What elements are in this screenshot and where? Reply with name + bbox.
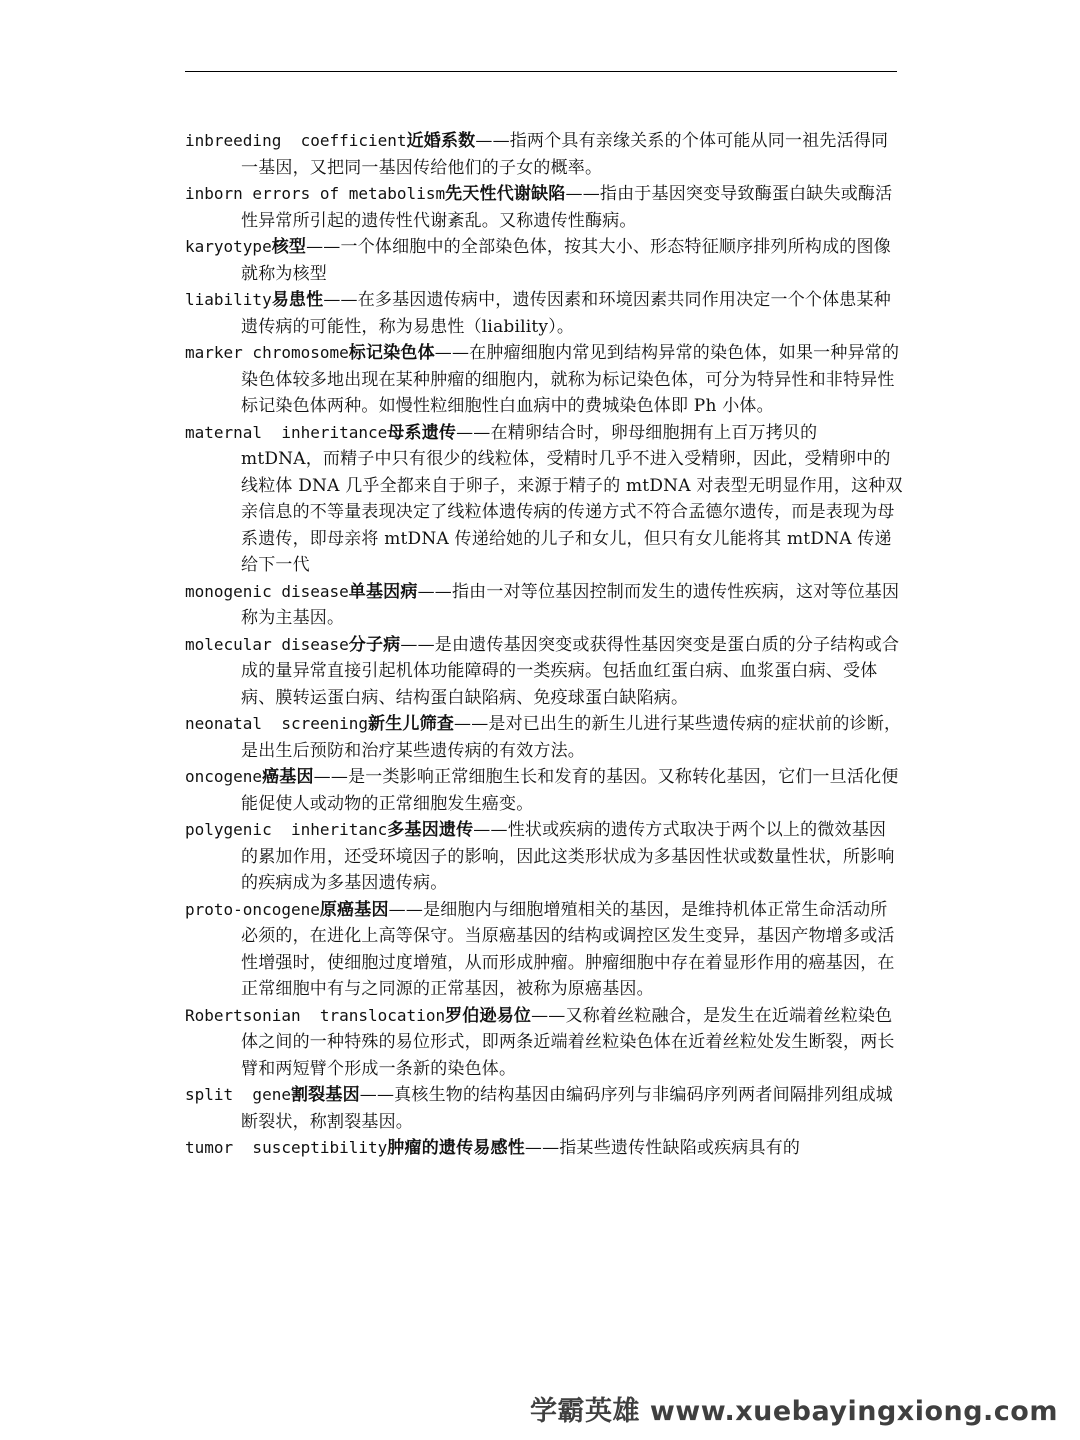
- term-definition: ——又称着丝粒融合，是发生在近端着丝粒染色体之间的一种特殊的易位形式，即两条近端着丝粒染色体在近着丝粒处发生断裂，两长臂和两短臂个形成一条新的染色体。: [241, 1005, 895, 1079]
- glossary-entry-split-gene: [185, 1082, 903, 1135]
- term-chinese: 新生儿筛查: [368, 714, 455, 734]
- site-watermark: 学霸英雄 www.xuebayingxiong.com: [529, 1396, 1058, 1427]
- term-definition: ——是由遗传基因突变或获得性基因突变是蛋白质的分子结构或合成的量异常直接引起机体功能障碍的一类疾病。包括血红蛋白病、血浆蛋白病、受体病、膜转运蛋白病、结构蛋白缺陷病、免疫球蛋白缺陷病。: [241, 634, 900, 708]
- glossary-entry-neonatal-screening: [185, 711, 903, 764]
- term-definition: ——是细胞内与细胞增殖相关的基因，是维持机体正常生命活动所必须的，在进化上高等保守。当原癌基因的结构或调控区发生变异，基因产物增多或活性增强时，使细胞过度增殖，从而形成肿瘤。肿瘤细胞中存在着显形作用的癌基因，在正常细胞中有与之同源的正常基因，被称为原癌基因。: [241, 899, 895, 999]
- glossary-entry-inborn-errors-of-metabolism: [185, 181, 903, 234]
- term-definition: ——真核生物的结构基因由编码序列与非编码序列两者间隔排列组成城断裂状，称割裂基因。: [241, 1085, 893, 1132]
- glossary-entry-karyotype: [185, 234, 903, 287]
- term-english: karyotype: [185, 237, 272, 256]
- glossary-entry-molecular-disease: [185, 632, 903, 712]
- term-chinese: 易患性: [271, 290, 324, 310]
- term-chinese: 癌基因: [262, 767, 314, 787]
- header-rule: [185, 71, 897, 72]
- term-definition: ——性状或疾病的遗传方式取决于两个以上的微效基因的累加作用，还受环境因子的影响，因此这类形状成为多基因性状或数量性状，所影响的疾病成为多基因遗传病。: [241, 820, 895, 893]
- term-chinese: 先天性代谢缺陷: [445, 184, 566, 204]
- glossary-entry-tumor-susceptibility: [185, 1135, 903, 1162]
- term-definition: ——指两个具有亲缘关系的个体可能从同一祖先活得同一基因，又把同一基因传给他们的子女的概率。: [241, 131, 889, 178]
- term-english: molecular disease: [185, 634, 349, 654]
- term-definition: ——是对已出生的新生儿进行某些遗传病的症状前的诊断，是出生后预防和治疗某些遗传病的有效方法。: [241, 714, 902, 761]
- term-definition: ——在精卵结合时，卵母细胞拥有上百万拷贝的 mtDNA，而精子中只有很少的线粒体，受精时几乎不进入受精卵，因此，受精卵中的线粒体 DNA 几乎全都来自于卵子，来源于精子的 mtDNA 对表型无明显作用，这种双亲信息的不等量表现决定了线粒体遗传病的传递方式不符合孟德尔遗传，而是表现为母系遗传，即母亲将 mtDNA 传递给她的儿子和女儿，但只有女儿能将其 mtDNA 传递给下一代: [241, 422, 903, 575]
- term-english: neonatal screening: [185, 714, 369, 733]
- term-chinese: 多基因遗传: [387, 820, 474, 840]
- glossary-entry-liability: [185, 287, 903, 340]
- term-chinese: 肿瘤的遗传易感性: [387, 1138, 525, 1158]
- term-chinese: 核型: [271, 237, 307, 257]
- term-definition: ——指由于基因突变导致酶蛋白缺失或酶活性异常所引起的遗传性代谢紊乱。又称遗传性酶病。: [241, 184, 893, 231]
- glossary-entry-maternal-inheritance: [185, 420, 903, 579]
- term-english: polygenic inheritanc: [185, 820, 388, 839]
- term-chinese: 分子病: [348, 634, 401, 655]
- glossary-entry-robertsonian-translocation: [185, 1003, 903, 1083]
- term-english: proto-oncogene: [185, 899, 320, 919]
- term-english: Robertsonian translocation: [185, 1005, 446, 1025]
- glossary-entry-oncogene: [185, 764, 903, 817]
- term-chinese: 罗伯逊易位: [445, 1005, 532, 1026]
- term-chinese: 标记染色体: [348, 343, 435, 363]
- glossary-entry-polygenic-inheritance: [185, 817, 903, 897]
- term-definition: ——一个体细胞中的全部染色体，按其大小、形态特征顺序排列所构成的图像就称为核型: [241, 237, 891, 284]
- glossary-entry-inbreeding-coefficient: [185, 128, 903, 181]
- glossary-list: [185, 128, 903, 1162]
- term-english: split gene: [185, 1085, 291, 1104]
- term-chinese: 单基因病: [348, 581, 418, 602]
- term-english: monogenic disease: [185, 581, 349, 601]
- glossary-entry-proto-oncogene: [185, 897, 903, 1003]
- term-definition: ——在肿瘤细胞内常见到结构异常的染色体，如果一种异常的染色体较多地出现在某种肿瘤的细胞内，就称为标记染色体，可分为特异性和非特异性标记染色体两种。如慢性粒细胞性白血病中的费城染色体即 Ph 小体。: [241, 343, 900, 416]
- term-english: inborn errors of metabolism: [185, 184, 446, 203]
- term-chinese: 母系遗传: [387, 422, 457, 443]
- term-chinese: 近婚系数: [406, 131, 476, 151]
- term-english: liability: [185, 290, 272, 309]
- term-english: maternal inheritance: [185, 422, 388, 442]
- term-english: tumor susceptibility: [185, 1138, 388, 1157]
- term-chinese: 割裂基因: [290, 1085, 360, 1105]
- term-chinese: 原癌基因: [319, 899, 389, 920]
- term-definition: ——指由一对等位基因控制而发生的遗传性疾病，这对等位基因称为主基因。: [241, 581, 900, 628]
- term-english: inbreeding coefficient: [185, 131, 407, 150]
- term-definition: ——是一类影响正常细胞生长和发育的基因。又称转化基因，它们一旦活化便能促使人或动物的正常细胞发生癌变。: [241, 767, 899, 814]
- term-definition: ——指某些遗传性缺陷或疾病具有的: [524, 1138, 801, 1158]
- term-english: oncogene: [185, 767, 263, 786]
- glossary-entry-marker-chromosome: [185, 340, 903, 420]
- term-english: marker chromosome: [185, 343, 349, 362]
- term-definition: ——在多基因遗传病中，遗传因素和环境因素共同作用决定一个个体患某种遗传病的可能性，称为易患性（liability）。: [241, 290, 891, 337]
- glossary-entry-monogenic-disease: [185, 579, 903, 632]
